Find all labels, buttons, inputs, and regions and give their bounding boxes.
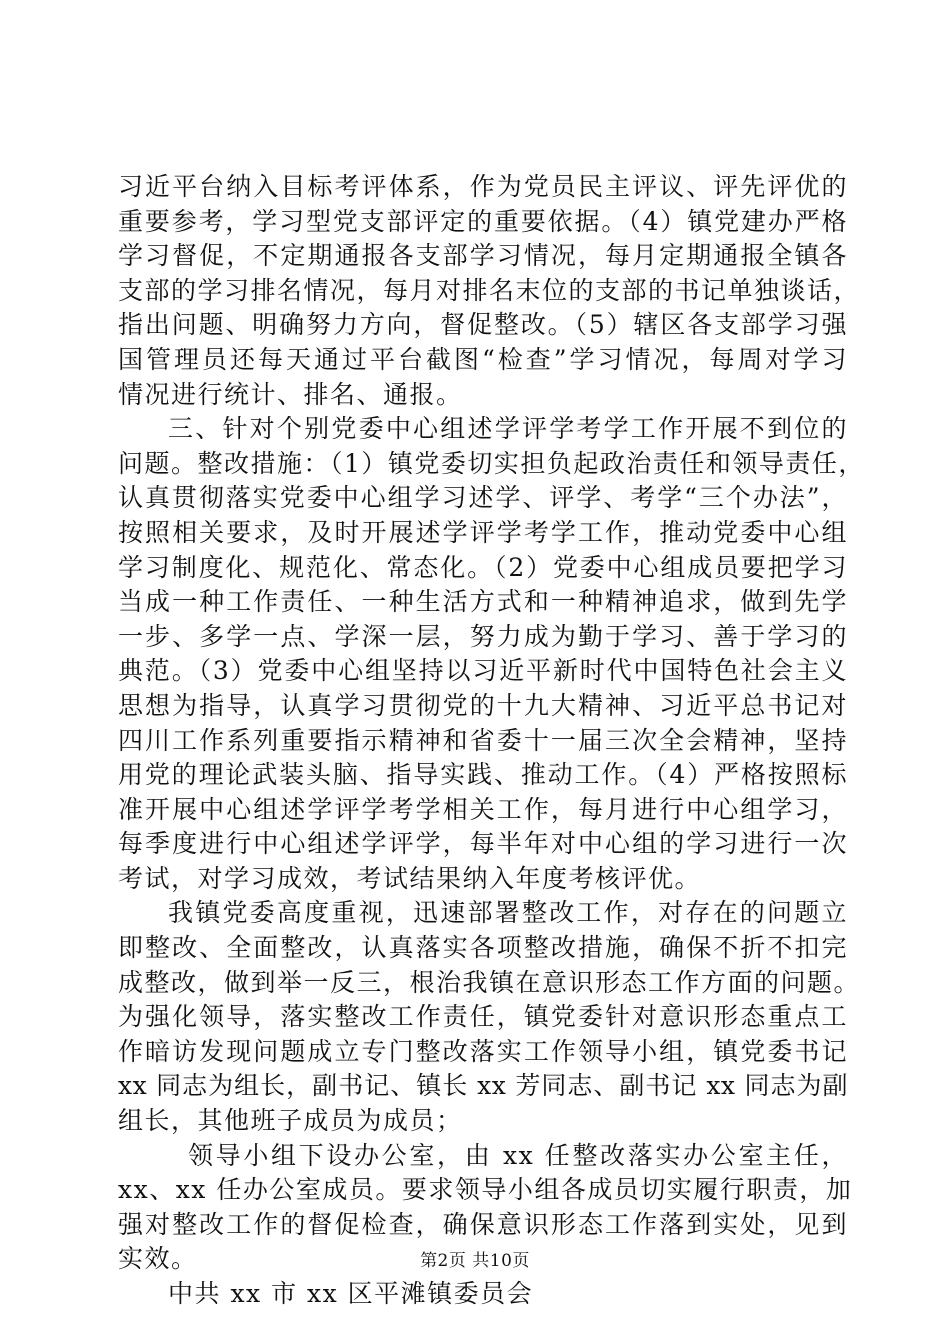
text-line: 问题。整改措施：（1）镇党委切实担负起政治责任和领导责任， [118, 448, 865, 478]
text-line: 当成一种工作责任、一种生活方式和一种精神追求，做到先学 [118, 587, 848, 617]
text-line: xx 同志为组长，副书记、镇长 xx 芳同志、副书记 xx 同志为副 [118, 1071, 848, 1101]
text-line: 学习督促，不定期通报各支部学习情况，每月定期通报全镇各 [118, 241, 848, 271]
text-line: 我镇党委高度重视，迅速部署整改工作，对存在的问题立 [168, 898, 848, 928]
text-line: 学习制度化、规范化、常态化。（2）党委中心组成员要把学习 [118, 552, 848, 582]
text-line: 用党的理论武装头脑、指导实践、推动工作。（4）严格按照标 [118, 760, 848, 790]
text-line: 重要参考，学习型党支部评定的重要依据。（4）镇党建办严格 [118, 206, 848, 236]
text-line: 考试，对学习成效，考试结果纳入年度考核评优。 [118, 863, 702, 893]
text-line: 强对整改工作的督促检查，确保意识形态工作落到实处，见到 [118, 1209, 848, 1239]
text-line: 支部的学习排名情况，每月对排名末位的支部的书记单独谈话， [118, 275, 861, 305]
text-line: 情况进行统计、排名、通报。 [118, 379, 463, 409]
document-body [118, 170, 865, 1312]
text-line: 每季度进行中心组述学评学，每半年对中心组的学习进行一次 [118, 829, 848, 859]
text-line: 一步、多学一点、学深一层，努力成为勤于学习、善于学习的 [118, 621, 848, 651]
text-line: 四川工作系列重要指示精神和省委十一届三次全会精神，坚持 [118, 725, 848, 755]
text-line: 为强化领导，落实整改工作责任，镇党委针对意识形态重点工 [118, 1002, 848, 1032]
text-line: 习近平台纳入目标考评体系，作为党员民主评议、评先评优的 [118, 172, 848, 201]
text-line: 领导小组下设办公室，由 xx 任整改落实办公室主任， [188, 1140, 848, 1170]
text-line: 典范。（3）党委中心组坚持以习近平新时代中国特色社会主义 [118, 656, 848, 686]
text-line: 实效。 [118, 1244, 198, 1274]
text-line: 指出问题、明确努力方向，督促整改。（5）辖区各支部学习强 [118, 310, 848, 340]
text-line: xx、xx 任办公室成员。要求领导小组各成员切实履行职责，加 [118, 1175, 853, 1205]
signature-line: 中共 xx 市 xx 区平滩镇委员会 [168, 1279, 534, 1308]
text-line: 成整改，做到举一反三，根治我镇在意识形态工作方面的问题。 [118, 967, 861, 997]
text-line: 国管理员还每天通过平台截图“检查”学习情况，每周对学习 [118, 344, 848, 374]
text-line: 组长，其他班子成员为成员； [118, 1106, 463, 1136]
text-line: 准开展中心组述学评学考学相关工作，每月进行中心组学习， [118, 794, 848, 824]
page-number-footer: 第2页 共10页 [420, 1251, 530, 1271]
text-line: 思想为指导，认真学习贯彻党的十九大精神、习近平总书记对 [118, 690, 848, 720]
text-line: 认真贯彻落实党委中心组学习述学、评学、考学“三个办法”， [118, 483, 848, 513]
text-line: 按照相关要求，及时开展述学评学考学工作，推动党委中心组 [118, 517, 848, 547]
text-line: 即整改、全面整改，认真落实各项整改措施，确保不折不扣完 [118, 933, 848, 963]
text-line: 作暗访发现问题成立专门整改落实工作领导小组，镇党委书记 [118, 1036, 848, 1066]
text-line: 三、针对个别党委中心组述学评学考学工作开展不到位的 [168, 414, 848, 444]
